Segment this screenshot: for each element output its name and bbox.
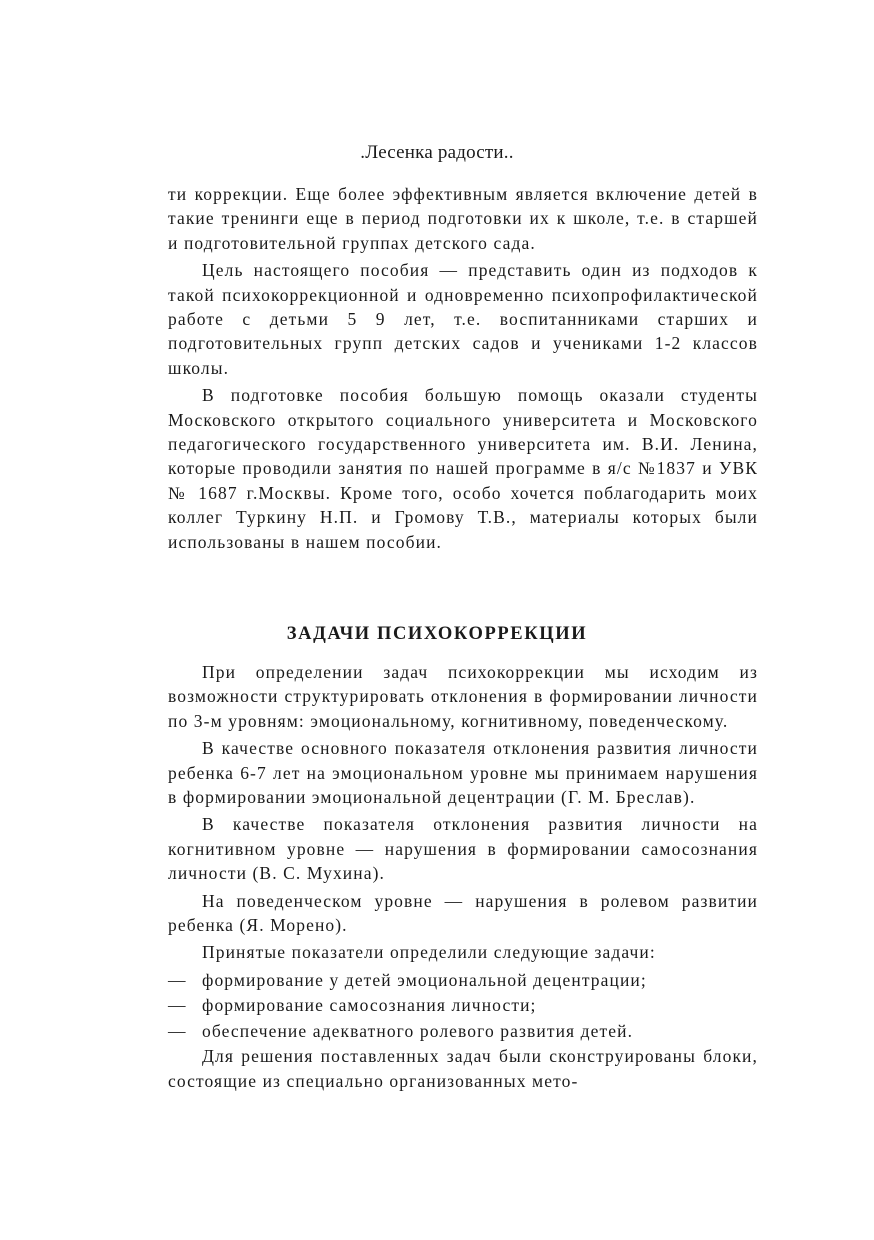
- section-heading: ЗАДАЧИ ПСИХОКОРРЕКЦИИ: [286, 624, 588, 644]
- paragraph-continuation: ти коррекции. Еще более эффективным является включение детей в такие тренинги еще в период подготовки их к школе, т.е. в старшей и подготовительной группах детского сада.: [168, 184, 758, 253]
- paragraph-closing: Для решения поставленных задач были сконструированы блоки, состоящие из специально организованных мето-: [168, 1046, 758, 1091]
- paragraph-acknowledgements: В подготовке пособия большую помощь оказали студенты Московского открытого социального университета и Московского педагогического государственного университета им. В.И. Ленина, которые проводили занятия по нашей программе в я/с №1837 и УВК № 1687 г.Москвы. Кроме того, особо хочется поблагодарить моих коллег Туркину Н.П. и Громову Т.В., материалы которых были использованы в нашем пособии.: [168, 385, 758, 552]
- paragraph-emotional-level: В качестве основного показателя отклонения развития личности ребенка 6-7 лет на эмоциональном уровне мы принимаем нарушения в формировании эмоциональной децентрации (Г. М. Бреслав).: [168, 738, 758, 808]
- list-item-text: формирование самосознания личности;: [202, 995, 537, 1016]
- list-dash: —: [168, 1020, 187, 1041]
- paragraph-levels: При определении задач психокоррекции мы исходим из возможности структурировать отклонения в формировании личности по 3-м уровням: эмоциональному, когнитивному, поведенческому.: [168, 662, 758, 731]
- paragraph-cognitive-level: В качестве показателя отклонения развития личности на когнитивном уровне — нарушения в формировании самосознания личности (В. С. Мухина).: [168, 814, 758, 884]
- list-item-text: формирование у детей эмоциональной децентрации;: [202, 969, 647, 990]
- list-item: [168, 1019, 758, 1043]
- running-head: .Лесенка радости..: [360, 142, 514, 163]
- list-dash: —: [168, 969, 187, 990]
- paragraph-purpose: Цель настоящего пособия — представить один из подходов к такой психокоррекционной и одновременно психопрофилактической работе с детьми 5 9 лет, т.е. воспитанниками старших и подготовительных групп детских садов и учениками 1-2 классов школы.: [168, 260, 758, 378]
- paragraph-tasks-intro: Принятые показатели определили следующие задачи:: [202, 942, 656, 963]
- list-item-text: обеспечение адекватного ролевого развития детей.: [202, 1020, 634, 1041]
- tasks-text-block: [168, 660, 758, 1096]
- list-item: [168, 993, 758, 1017]
- intro-text-block: [168, 182, 758, 557]
- paragraph-behavioral-level: На поведенческом уровне — нарушения в ролевом развитии ребенка (Я. Морено).: [168, 890, 758, 936]
- list-dash: —: [168, 995, 187, 1016]
- list-item: [168, 968, 758, 992]
